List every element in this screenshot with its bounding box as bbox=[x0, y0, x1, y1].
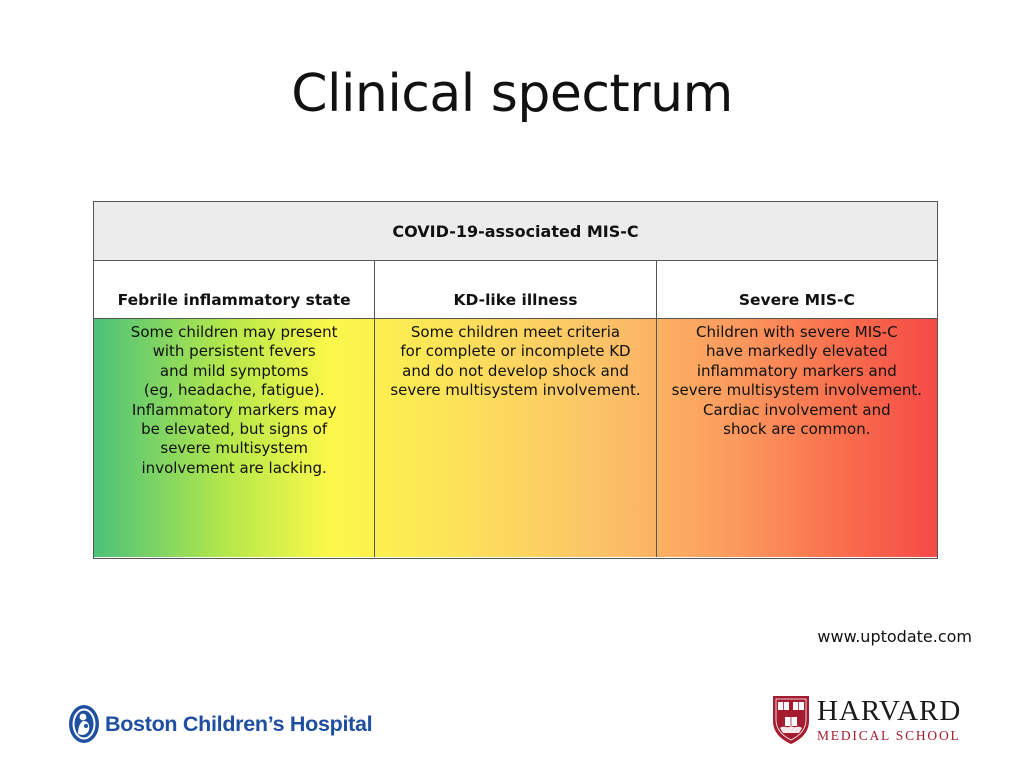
cell-line: Children with severe MIS-C bbox=[696, 323, 898, 341]
cell-line: be elevated, but signs of bbox=[141, 420, 328, 439]
cell-line: and mild symptoms bbox=[159, 361, 309, 380]
harvard-wordmark bbox=[817, 697, 961, 743]
cell-line: severe multisystem involvement. bbox=[671, 381, 922, 400]
cell-line: (eg, headache, fatigue). bbox=[143, 381, 325, 400]
cell-line: involvement are lacking. bbox=[141, 458, 327, 477]
cell-line: for complete or incomplete KD bbox=[400, 342, 631, 361]
cell-line: shock are common. bbox=[723, 420, 871, 439]
cell-line: Some children may present bbox=[130, 323, 338, 341]
cell-line: Some children meet criteria bbox=[410, 323, 621, 341]
cell-line: have markedly elevated bbox=[706, 342, 888, 361]
harvard-medical-school-logo bbox=[772, 694, 961, 746]
cell-line: inflammatory markers and bbox=[696, 361, 897, 380]
column-headers-row bbox=[94, 261, 937, 319]
column-header-febrile: Febrile inflammatory state bbox=[117, 291, 351, 309]
column-body-severe bbox=[656, 319, 937, 557]
mis-c-spectrum-table bbox=[93, 201, 938, 559]
column-body-kd-like bbox=[374, 319, 655, 557]
table-header: COVID-19-associated MIS-C bbox=[94, 202, 937, 261]
cell-line: severe multisystem involvement. bbox=[390, 381, 641, 400]
cell-line: Cardiac involvement and bbox=[702, 400, 891, 419]
source-citation: www.uptodate.com bbox=[817, 627, 972, 646]
slide-title: Clinical spectrum bbox=[291, 64, 733, 124]
harvard-wordmark-line1: HARVARD bbox=[817, 695, 962, 728]
cell-line: with persistent fevers bbox=[152, 342, 316, 361]
column-body-febrile bbox=[94, 319, 374, 557]
cell-line: severe multisystem bbox=[160, 439, 308, 458]
column-header-severe: Severe MIS-C bbox=[656, 261, 937, 318]
harvard-shield-icon bbox=[772, 695, 810, 745]
column-header-kd-like: KD-like illness bbox=[374, 261, 655, 318]
cell-line: and do not develop shock and bbox=[402, 361, 629, 380]
boston-childrens-emblem-icon bbox=[68, 704, 100, 744]
boston-childrens-logo bbox=[68, 704, 372, 744]
cell-line: Inflammatory markers may bbox=[131, 400, 337, 419]
harvard-wordmark-line2: MEDICAL SCHOOL bbox=[817, 728, 961, 744]
boston-childrens-name: Boston Children’s Hospital bbox=[105, 711, 373, 736]
column-bodies-row bbox=[94, 319, 937, 557]
